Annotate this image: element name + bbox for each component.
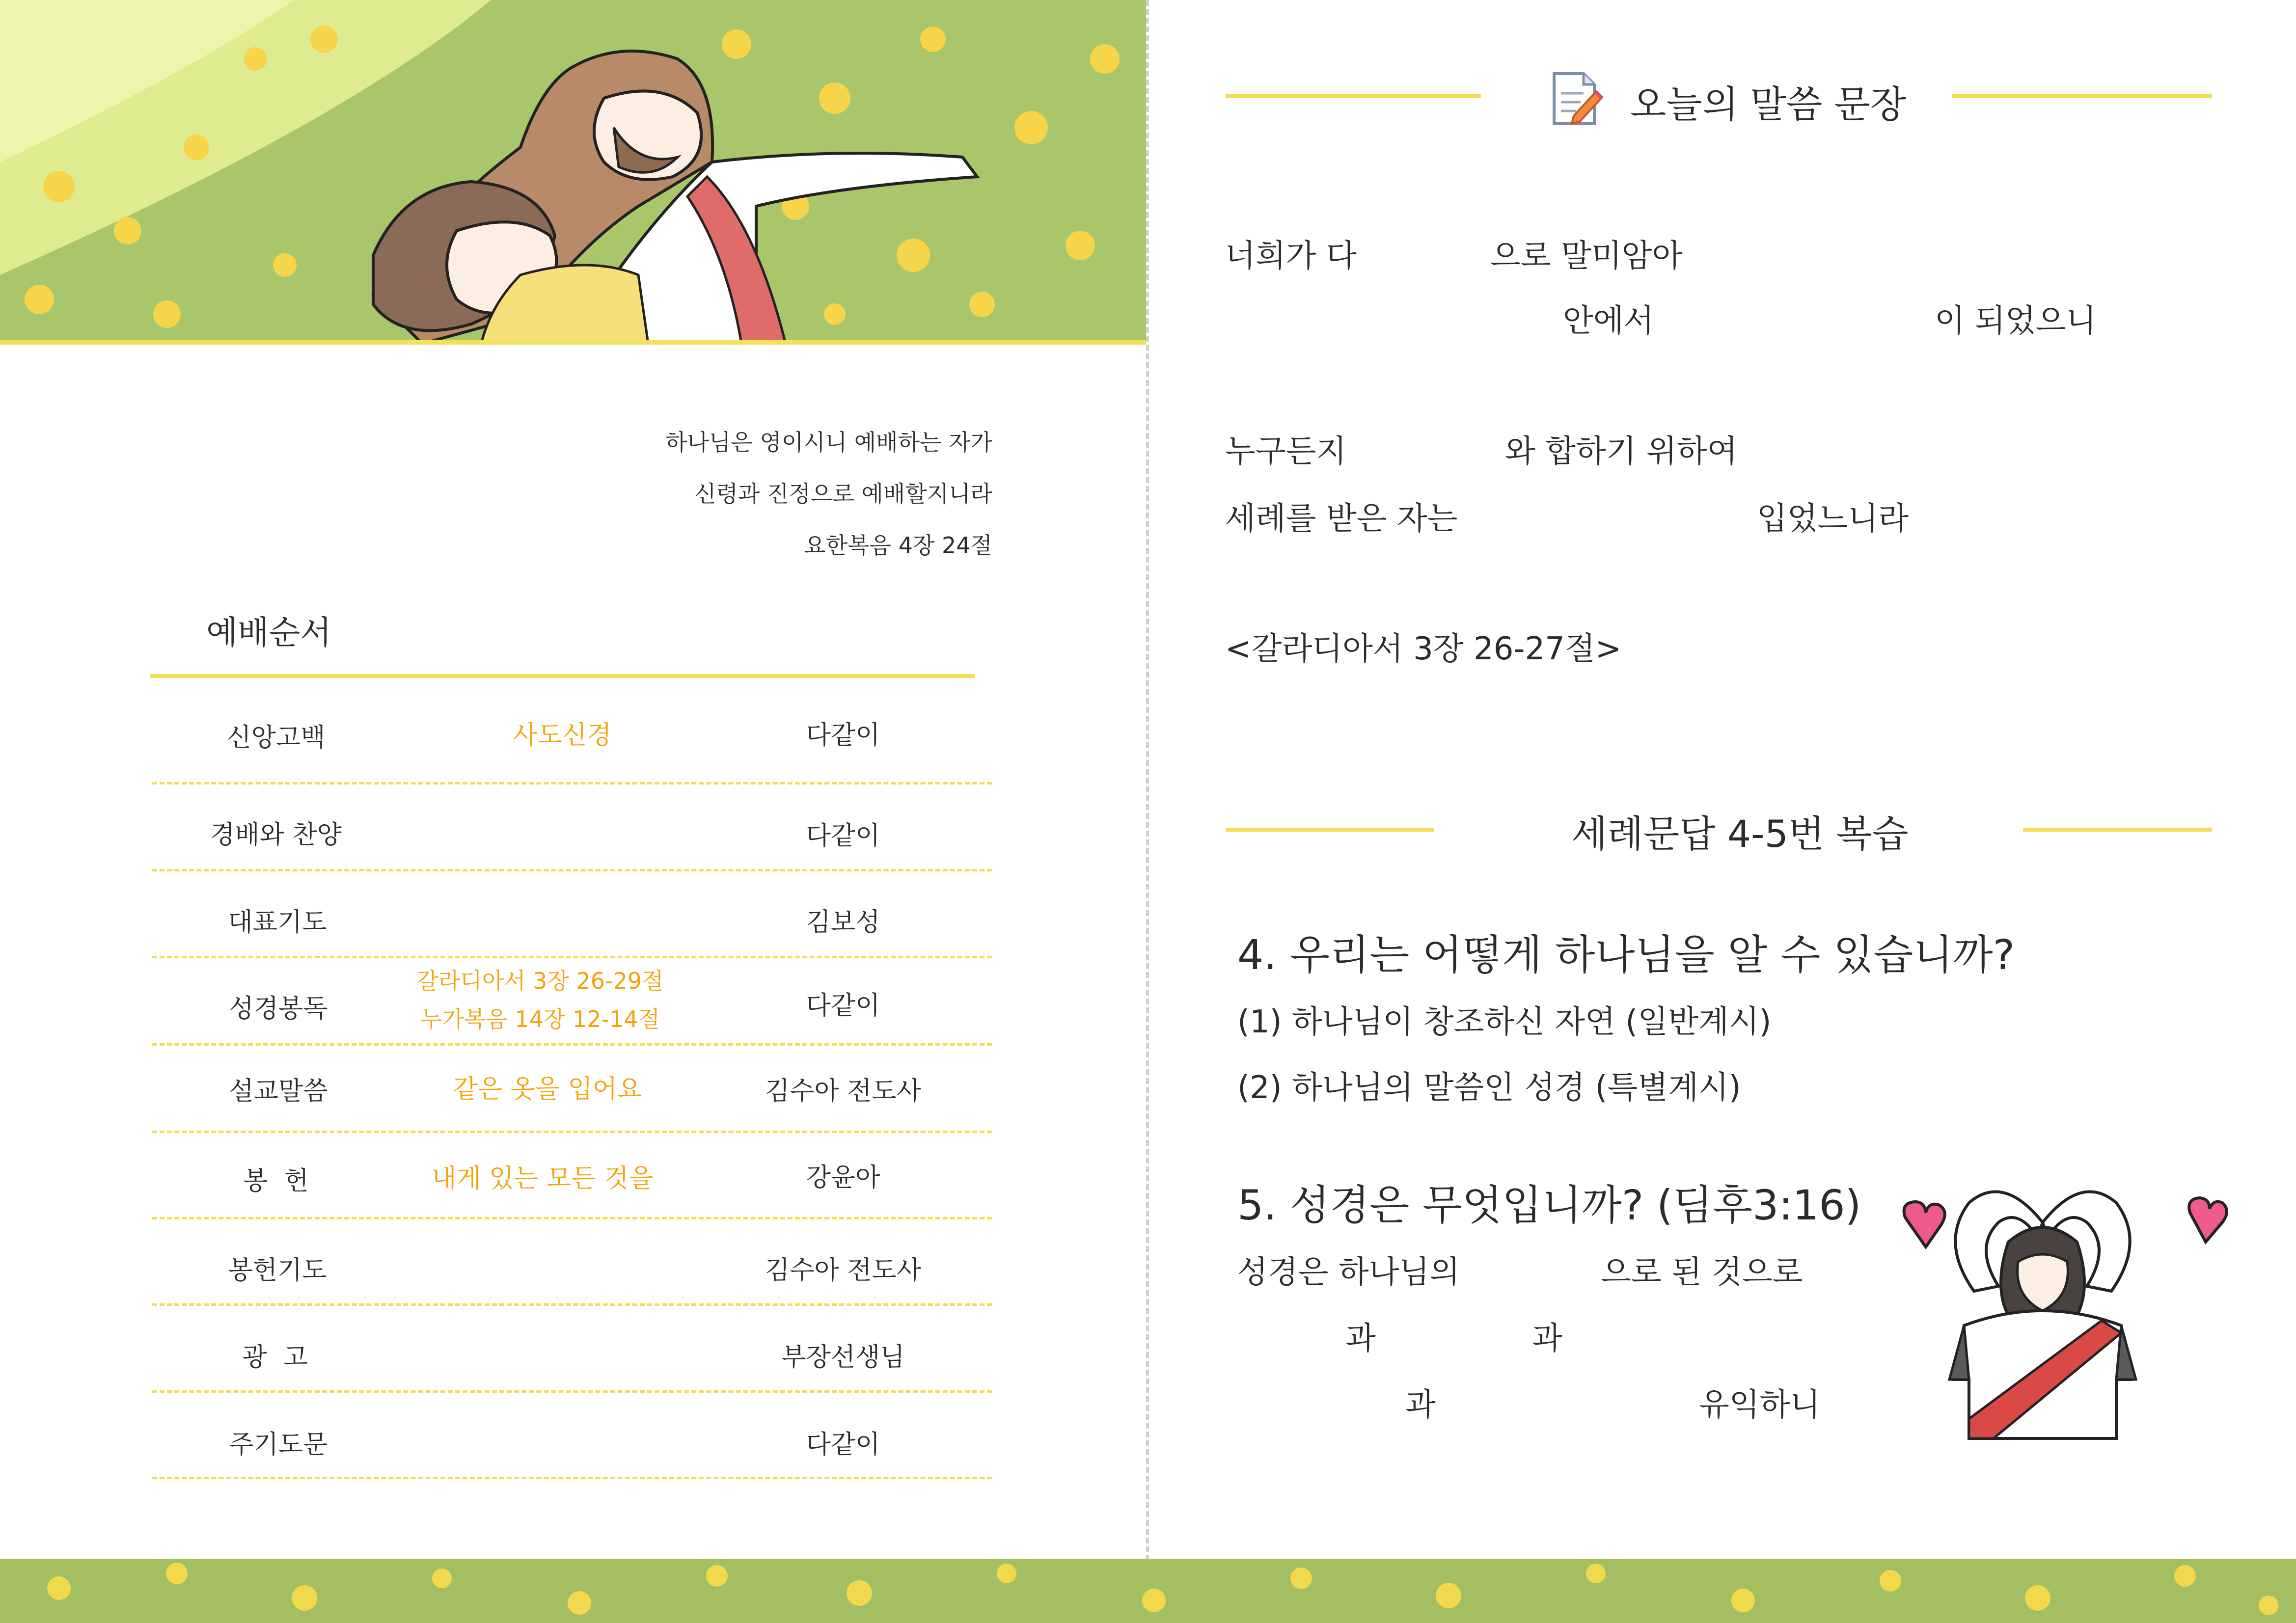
verse-line-2: 신령과 진정으로 예배할지니라	[694, 481, 992, 507]
fill-text: 입었느니라	[1757, 501, 1909, 537]
order-title-rule	[150, 674, 975, 678]
order-content-line: 누가복음 14장 12-14절	[420, 1006, 660, 1032]
fill-text: 안에서	[1563, 303, 1654, 339]
verse-line-1: 하나님은 영이시니 예배하는 자가	[665, 429, 992, 456]
order-leader: 다같이	[806, 1430, 880, 1460]
order-leader: 다같이	[806, 821, 880, 851]
order-item: 주기도문	[229, 1430, 328, 1460]
memo-pencil-icon	[1549, 69, 1603, 128]
question-5: 5. 성경은 무엇입니까? (딤후3:16)	[1237, 1181, 1861, 1229]
word-heading: 오늘의 말씀 문장	[1630, 82, 1907, 126]
row-separator	[152, 956, 992, 958]
heading-rule-left	[1226, 94, 1481, 98]
illustration-underline	[0, 340, 1146, 345]
fill-text: 누구든지	[1225, 433, 1347, 470]
order-item: 설교말씀	[229, 1077, 328, 1106]
order-content: 같은 옷을 입어요	[453, 1075, 642, 1104]
fill-text: 으로 된 것으로	[1601, 1254, 1803, 1291]
order-leader: 강윤아	[806, 1163, 880, 1192]
row-separator	[152, 1390, 992, 1393]
order-leader: 다같이	[806, 991, 880, 1021]
order-content-line: 갈라디아서 3장 26-29절	[416, 968, 664, 994]
row-separator	[152, 1217, 992, 1219]
fill-text: 성경은 하나님의	[1237, 1254, 1460, 1291]
question-4: 4. 우리는 어떻게 하나님을 알 수 있습니까?	[1237, 931, 2015, 979]
answer-4-2: (2) 하나님의 말씀인 성경 (특별계시)	[1237, 1070, 1741, 1106]
order-item: 성경봉독	[229, 994, 328, 1024]
order-item: 대표기도	[228, 908, 327, 937]
fill-text: 세례를 받은 자는	[1225, 501, 1458, 537]
word-reference: <갈라디아서 3장 26-27절>	[1225, 631, 1622, 667]
fill-text: 이 되었으니	[1935, 303, 2097, 339]
bottom-flower-band	[0, 1559, 2296, 1623]
heading-rule-right	[1952, 94, 2212, 98]
order-leader: 부장선생님	[781, 1343, 905, 1372]
fill-text: 과	[1405, 1387, 1436, 1423]
order-item: 광 고	[242, 1343, 308, 1372]
order-item: 봉헌기도	[228, 1256, 327, 1285]
row-separator	[152, 869, 992, 871]
fill-text: 과	[1532, 1321, 1562, 1357]
order-title: 예배순서	[206, 614, 332, 651]
fill-text: 유익하니	[1699, 1387, 1821, 1423]
jesus-heart-illustration	[1895, 1163, 2229, 1448]
review-heading: 세례문답 4-5번 복습	[1571, 812, 1909, 856]
order-leader: 김수아 전도사	[765, 1256, 921, 1285]
answer-4-1: (1) 하나님이 창조하신 자연 (일반계시)	[1237, 1004, 1772, 1040]
review-rule-right	[2023, 828, 2212, 832]
jesus-and-child-illustration	[0, 0, 1146, 344]
cover-illustration	[0, 0, 1146, 344]
fill-text: 으로 말미암아	[1490, 238, 1683, 274]
fill-text: 와 합하기 위하여	[1505, 433, 1738, 470]
order-leader: 김수아 전도사	[765, 1077, 921, 1106]
row-separator	[152, 1131, 992, 1133]
row-separator	[152, 1303, 992, 1306]
verse-reference: 요한복음 4장 24절	[804, 532, 992, 559]
order-leader: 다같이	[806, 721, 880, 750]
order-leader: 김보성	[806, 908, 880, 937]
order-item: 신앙고백	[226, 723, 326, 753]
row-separator	[152, 782, 992, 784]
fill-text: 과	[1345, 1321, 1376, 1357]
row-separator	[152, 1043, 992, 1046]
fill-text: 너희가 다	[1225, 238, 1357, 274]
review-rule-left	[1226, 828, 1434, 832]
page-fold	[1146, 0, 1149, 1561]
order-item: 봉 헌	[243, 1166, 309, 1196]
order-content: 사도신경	[513, 721, 612, 750]
order-item: 경배와 찬양	[210, 820, 342, 850]
order-content: 내게 있는 모든 것을	[432, 1164, 654, 1193]
row-separator	[152, 1477, 992, 1479]
